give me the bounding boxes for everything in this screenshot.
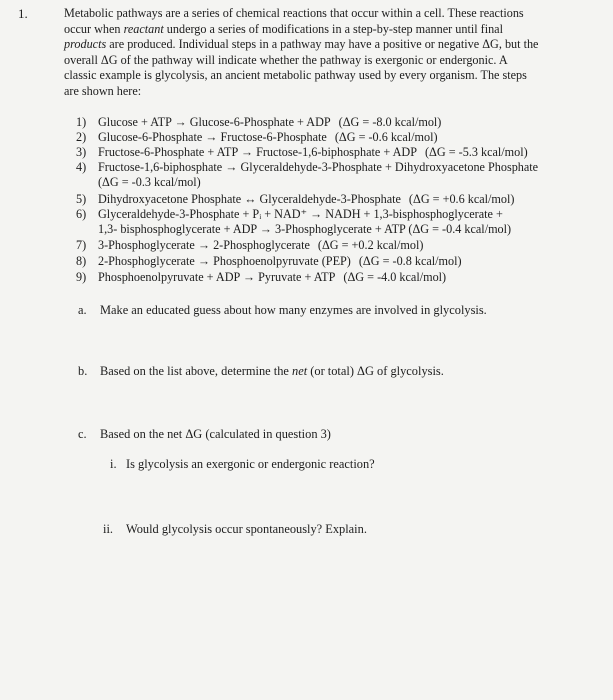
step-4-delta-g: (ΔG = -0.3 kcal/mol) <box>98 175 201 189</box>
question-part-b: b. Based on the list above, determine the net (or total) ΔG of glycolysis. <box>78 364 444 378</box>
delta-g: (ΔG = +0.6 kcal/mol) <box>408 192 515 206</box>
delta-g: (ΔG = -5.3 kcal/mol) <box>424 145 528 159</box>
question-intro <box>64 6 586 100</box>
question-number: 1. <box>18 6 28 21</box>
question-part-a: a. Make an educated guess about how many enzymes are involved in glycolysis. <box>78 303 487 317</box>
delta-g: (ΔG = -0.8 kcal/mol) <box>358 254 462 268</box>
delta-g: (ΔG = -4.0 kcal/mol) <box>343 270 447 284</box>
step-6: 6) Glyceraldehyde-3-Phosphate + Pᵢ + NAD⁺ → NADH + 1,3-bisphosphoglycerate + <box>76 207 503 221</box>
delta-g: (ΔG = -8.0 kcal/mol) <box>338 115 442 129</box>
step-3: 3) Fructose-6-Phosphate + ATP → Fructose-1,6-biphosphate + ADP (ΔG = -5.3 kcal/mol) <box>76 145 528 159</box>
step-2: 2) Glucose-6-Phosphate → Fructose-6-Phosphate (ΔG = -0.6 kcal/mol) <box>76 130 438 144</box>
step-6-continuation: 1,3- bisphosphoglycerate + ADP → 3-Phosphoglycerate + ATP (ΔG = -0.4 kcal/mol) <box>98 222 512 236</box>
step-4: 4) Fructose-1,6-biphosphate → Glyceraldehyde-3-Phosphate + Dihydroxyacetone Phosphate <box>76 160 539 174</box>
step-8: 8) 2-Phosphoglycerate → Phosphoenolpyruvate (PEP) (ΔG = -0.8 kcal/mol) <box>76 254 462 268</box>
intro-line: classic example is glycolysis, an ancient metabolic pathway used by every organism. The steps <box>64 68 527 83</box>
intro-line: Metabolic pathways are a series of chemical reactions that occur within a cell. These reactions <box>64 6 524 20</box>
intro-line: are shown here: <box>64 83 142 98</box>
part-b-text: Based on the list above, determine the net (or total) ΔG of glycolysis. <box>100 364 444 378</box>
question-part-c: c. Based on the net ΔG (calculated in question 3) <box>78 427 331 441</box>
delta-g: (ΔG = +0.2 kcal/mol) <box>317 238 424 252</box>
step-5: 5) Dihydroxyacetone Phosphate ↔ Glyceraldehyde-3-Phosphate (ΔG = +0.6 kcal/mol) <box>76 192 515 206</box>
intro-line: overall ΔG of the pathway will indicate whether the pathway is exergonic or endergonic. A <box>64 52 508 67</box>
intro-line: products are produced. Individual steps in a pathway may have a positive or negative ΔG, but the <box>64 37 539 52</box>
delta-g: (ΔG = -0.6 kcal/mol) <box>334 130 438 144</box>
step-7: 7) 3-Phosphoglycerate → 2-Phosphoglycerate (ΔG = +0.2 kcal/mol) <box>76 238 424 252</box>
step-1: 1) Glucose + ATP → Glucose-6-Phosphate + ADP (ΔG = -8.0 kcal/mol) <box>76 115 442 129</box>
question-part-c-i: i. Is glycolysis an exergonic or endergonic reaction? <box>110 457 375 471</box>
question-part-c-ii: ii. Would glycolysis occur spontaneously? Explain. <box>103 522 367 536</box>
intro-line: occur when reactant undergo a series of modifications in a step-by-step manner until final <box>64 21 503 36</box>
step-9: 9) Phosphoenolpyruvate + ADP → Pyruvate + ATP (ΔG = -4.0 kcal/mol) <box>76 270 447 284</box>
